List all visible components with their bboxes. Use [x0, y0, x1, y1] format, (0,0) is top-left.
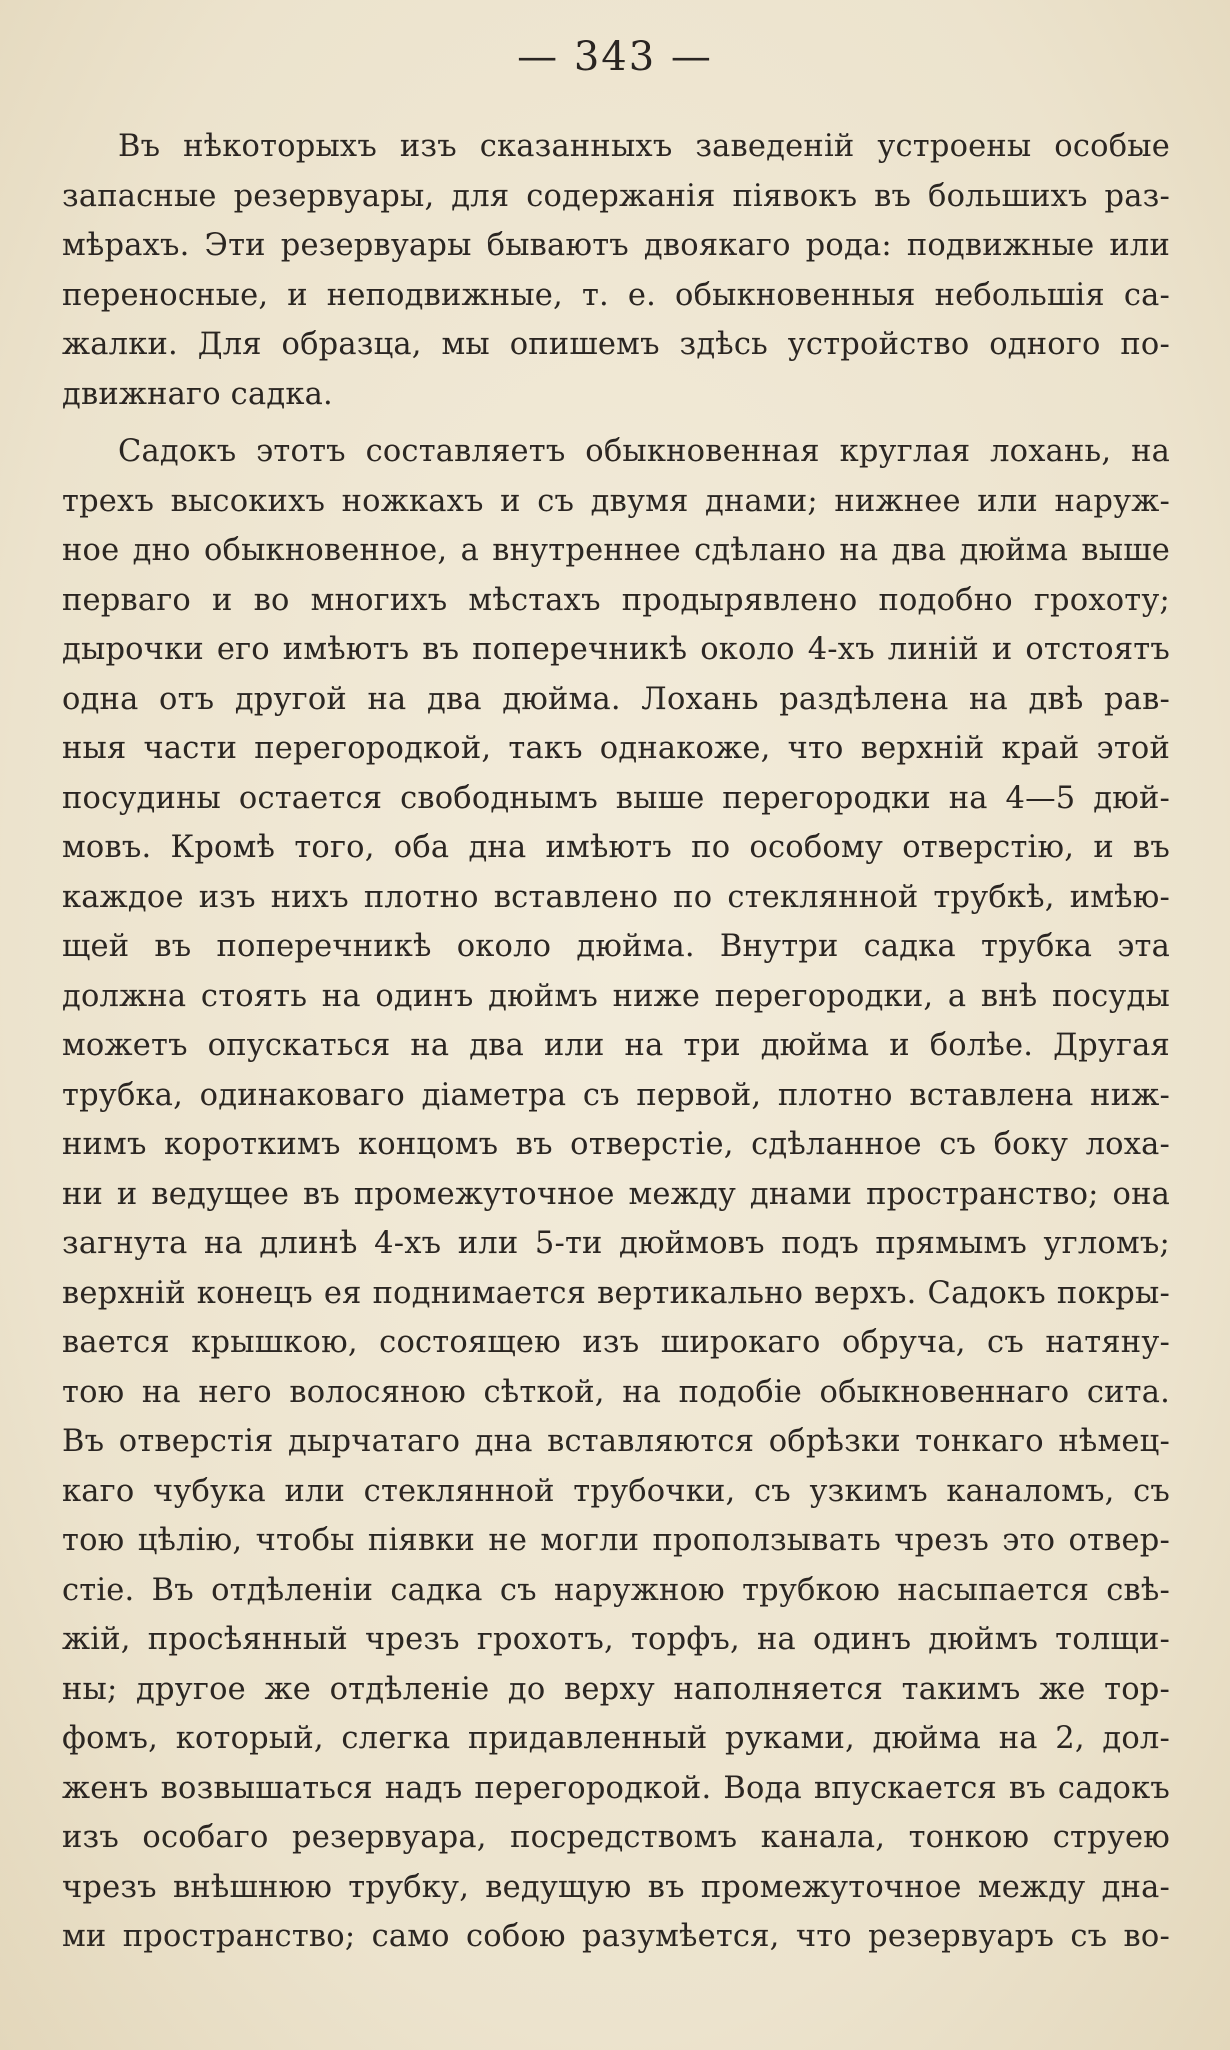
text-line: фомъ, который, слегка придавленный руками, дюйма на 2, дол-: [62, 1721, 1170, 1756]
text-line: можетъ опускаться на два или на три дюйма и болѣе. Другая: [62, 1028, 1170, 1063]
text-line: ни и ведущее въ промежуточное между днами пространство; она: [62, 1176, 1170, 1212]
paragraph-2: [62, 427, 1170, 1962]
text-line: каго чубука или стеклянной трубочки, съ узкимъ каналомъ, съ: [62, 1473, 1170, 1509]
text-line: Въ отверстія дырчатаго дна вставляются обрѣзки тонкаго нѣмец-: [62, 1424, 1170, 1459]
text-line: женъ возвышаться надъ перегородкой. Вода впускается въ садокъ: [62, 1770, 1170, 1806]
text-line: мѣрахъ. Эти резервуары бываютъ двоякаго рода: подвижные или: [62, 228, 1170, 263]
text-line: ныя части перегородкой, такъ однакоже, что верхній край этой: [62, 731, 1170, 766]
text-line: дырочки его имѣютъ въ поперечникѣ около 4-хъ линій и отстоятъ: [62, 632, 1170, 667]
text-line: Садокъ этотъ составляетъ обыкновенная круглая лохань, на: [118, 434, 1170, 469]
text-line: ны; другое же отдѣленіе до верху наполняется такимъ же тор-: [62, 1671, 1170, 1707]
text-line: нимъ короткимъ концомъ въ отверстіе, сдѣланное съ боку лоха-: [62, 1127, 1170, 1162]
body-text: [62, 122, 1170, 1962]
text-line: движнаго садка.: [62, 376, 333, 412]
text-line: перваго и во многихъ мѣстахъ продырявлено подобно грохоту;: [62, 582, 1170, 618]
text-line: жій, просѣянный чрезъ грохотъ, торфъ, на одинъ дюймъ толщи-: [62, 1622, 1170, 1657]
text-line: тою на него волосяною сѣткой, на подобіе обыкновеннаго сита.: [62, 1374, 1170, 1410]
text-line: чрезъ внѣшнюю трубку, ведущую въ промежуточное между дна-: [62, 1869, 1170, 1905]
text-line: мовъ. Кромѣ того, оба дна имѣютъ по особому отверстію, и въ: [62, 830, 1170, 865]
text-line: должна стоять на одинъ дюймъ ниже перегородки, а внѣ посуды: [62, 978, 1170, 1014]
text-line: вается крышкою, состоящею изъ широкаго обруча, съ натяну-: [62, 1325, 1170, 1360]
text-line: посудины остается свободнымъ выше перегородки на 4—5 дюй-: [62, 780, 1170, 816]
paragraph-1: [62, 122, 1170, 419]
text-line: каждое изъ нихъ плотно вставлено по стеклянной трубкѣ, имѣю-: [62, 879, 1170, 915]
text-line: верхній конецъ ея поднимается вертикально верхъ. Садокъ покры-: [62, 1275, 1170, 1311]
text-line: ми пространство; само собою разумѣется, что резервуаръ съ во-: [62, 1919, 1170, 1954]
text-line: Въ нѣкоторыхъ изъ сказанныхъ заведеній устроены особые: [118, 129, 1170, 164]
text-line: переносные, и неподвижные, т. е. обыкновенныя небольшія са-: [62, 277, 1170, 313]
text-line: щей въ поперечникѣ около дюйма. Внутри садка трубка эта: [62, 929, 1170, 964]
text-line: трехъ высокихъ ножкахъ и съ двумя днами; нижнее или наруж-: [62, 483, 1170, 519]
page-number: — 343 —: [517, 34, 713, 80]
text-line: ное дно обыкновенное, а внутреннее сдѣлано на два дюйма выше: [62, 533, 1170, 568]
text-line: изъ особаго резервуара, посредствомъ канала, тонкою струею: [62, 1820, 1170, 1855]
text-line: загнута на длинѣ 4-хъ или 5-ти дюймовъ подъ прямымъ угломъ;: [62, 1226, 1170, 1261]
text-line: одна отъ другой на два дюйма. Лохань раздѣлена на двѣ рав-: [62, 681, 1170, 717]
paragraph-gap: [62, 419, 1170, 427]
text-line: стіе. Въ отдѣленіи садка съ наружною трубкою насыпается свѣ-: [62, 1572, 1170, 1608]
text-line: запасные резервуары, для содержанія піявокъ въ большихъ раз-: [62, 178, 1170, 214]
text-line: тою цѣлію, чтобы піявки не могли проползывать чрезъ это отвер-: [62, 1523, 1170, 1558]
text-line: жалки. Для образца, мы опишемъ здѣсь устройство одного по-: [62, 327, 1170, 362]
text-line: трубка, одинаковаго діаметра съ первой, плотно вставлена ниж-: [62, 1077, 1170, 1113]
